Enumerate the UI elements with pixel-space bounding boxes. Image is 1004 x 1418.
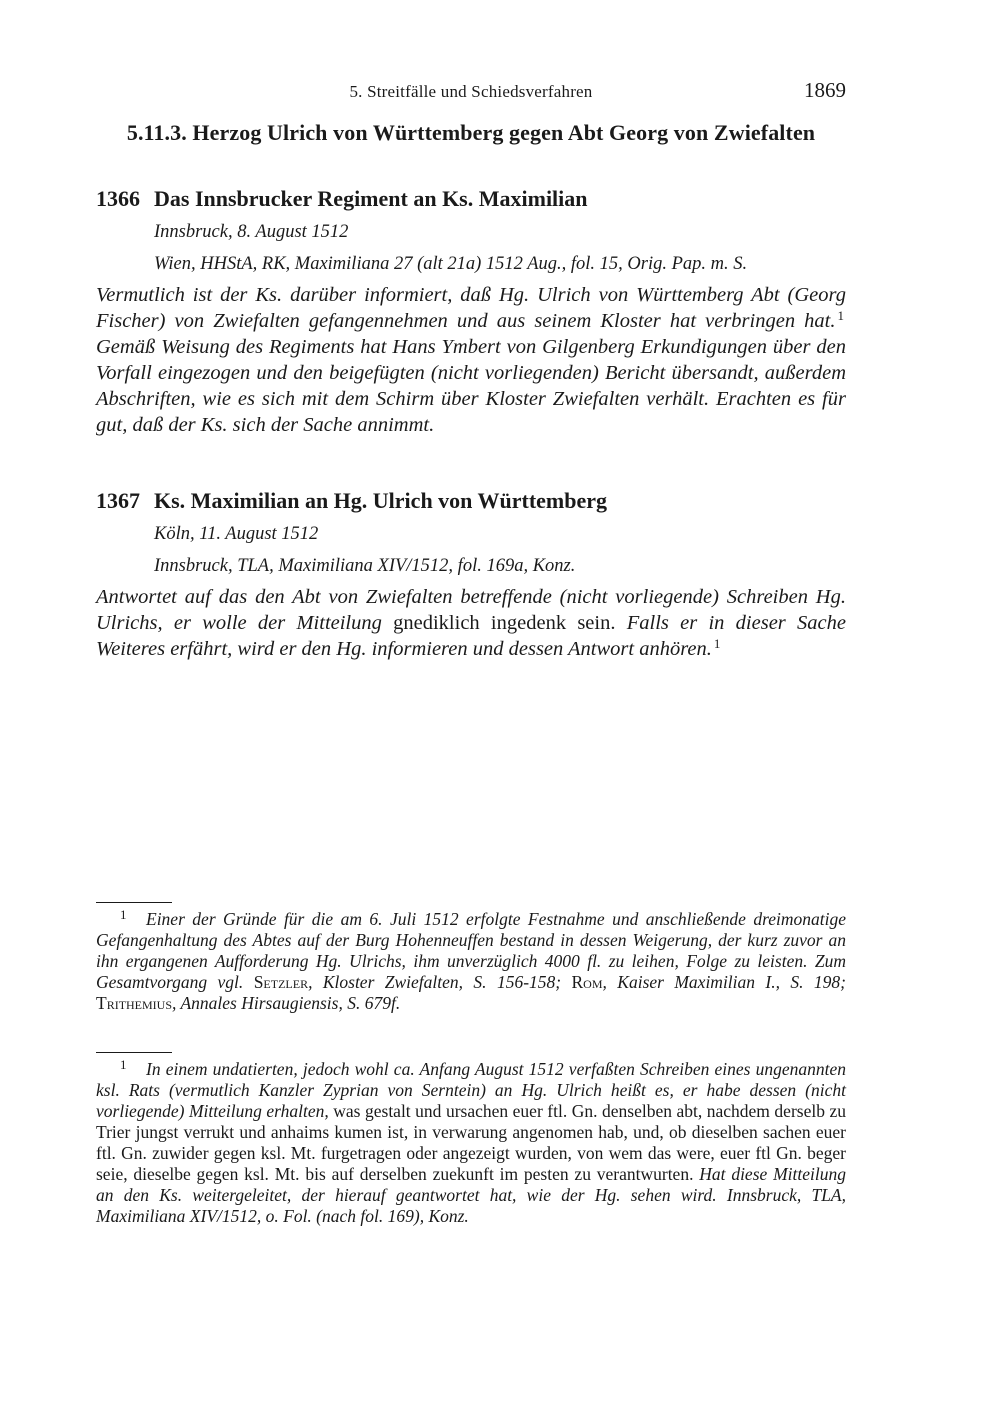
- entry-title: Das Innsbrucker Regiment an Ks. Maximilian: [154, 186, 588, 211]
- regest-text: Antwortet auf das den Abt von Zwiefalten betreffende (nicht vorliegende) Schreiben Hg. Ulrichs, er wolle der Mitteilung: [96, 586, 846, 634]
- footnote-ref: 1: [837, 308, 844, 323]
- running-head-title: 5. Streitfälle und Schiedsverfahren: [349, 82, 593, 101]
- entry-source: Innsbruck, TLA, Maximiliana XIV/1512, fol. 169a, Konz.: [154, 556, 576, 576]
- page-number: 1869: [804, 78, 846, 102]
- entry-heading: [96, 186, 846, 212]
- section-title: 5.11.3. Herzog Ulrich von Württemberg gegen Abt Georg von Zwiefalten: [126, 120, 816, 145]
- entry-regest: [96, 584, 846, 662]
- footnote-text: Einer der Gründe für die am 6. Juli 1512 erfolgte Festnahme und anschließende dreimonatige Gefangenhaltung des Abtes auf der Burg Hohenneuffen bestand in dessen Weigerung, der kurz zuvor an ihn ergangenen Aufforderung Hg. Ulrichs, ihm unverzüglich 4000 fl. zu leihen, Folge zu leisten. Zum Gesamtvorgang vgl.: [96, 909, 846, 992]
- running-head: [96, 78, 846, 108]
- footnote-text: , Kloster Zwiefalten, S. 156-158;: [308, 972, 572, 992]
- entry-regest: [96, 282, 846, 438]
- quoted-text: gnediklich ingedenk sein.: [393, 612, 616, 634]
- footnote: 1 In einem undatierten, jedoch wohl ca. Anfang August 1512 verfaßten Schreiben eines ungenannten ksl. Rats (vermutlich Kanzler Zyprian von Serntein) an Hg. Ulrich heißt es, er habe dessen (nicht vorliegende) Mitteilung erhalten, was gestalt und ursachen euer ftl. Gn. denselben abt, nachdem derselb zu Trier jungst verrukt und anhaims kumen ist, in verwarung angenomen hab, und, ob dieselben sachen euer ftl. Gn. zuwider gegen ksl. Mt. furgetragen oder angezeigt wurden, von wem das were, euer ftl Gn. beger seie, dieselbe gegen ksl. Mt. bis auf derselben zuekunft im pesten zu verantwurten. Hat diese Mitteilung an den Ks. weitergeleitet, der hierauf geantwortet hat, wie der Hg. sehen wird. Innsbruck, TLA, Maximiliana XIV/1512, o. Fol. (nach fol. 169), Konz.: [96, 1057, 846, 1226]
- footnote-ref: 1: [713, 636, 721, 651]
- regest-text: Falls er in dieser Sache Weiteres erfährt, wird er den Hg. informieren und dessen Antwort anhören.: [96, 612, 846, 660]
- author-name: Trithemius: [96, 993, 173, 1013]
- footnote-block-1367: [96, 1052, 846, 1227]
- footnote-text: , Annales Hirsaugiensis, S. 679f.: [172, 993, 401, 1013]
- regest-text: Vermutlich ist der Ks. darüber informiert, daß Hg. Ulrich von Württemberg Abt (Georg Fischer) von Zwiefalten gefangennehmen und aus seinem Kloster hat verbringen hat.: [96, 284, 846, 332]
- document-page: [96, 78, 846, 662]
- footnote-block-1366: [96, 902, 846, 1014]
- entry-place-date: Innsbruck, 8. August 1512: [154, 222, 349, 242]
- entry-title: Ks. Maximilian an Hg. Ulrich von Württemberg: [154, 488, 608, 513]
- entry-source: Wien, HHStA, RK, Maximiliana 27 (alt 21a) 1512 Aug., fol. 15, Orig. Pap. m. S.: [154, 254, 748, 274]
- regest-text: Gemäß Weisung des Regiments hat Hans Ymbert von Gilgenberg Erkundigungen über den Vorfall eingezogen und den beigefügten (nicht vorliegenden) Bericht übersandt, außerdem Abschriften, wie es sich mit dem Schirm über Kloster Zwiefalten verhält. Erachten es für gut, daß der Ks. sich der Sache annimmt.: [96, 336, 846, 436]
- entry-1366: [96, 186, 846, 438]
- footnote-rule: [96, 1052, 172, 1053]
- author-name: Setzler: [253, 972, 309, 992]
- entry-number: 1366: [96, 186, 140, 211]
- footnote-text: In einem undatierten, jedoch wohl ca. Anfang August 1512 verfaßten Schreiben eines ungenannten ksl. Rats (vermutlich Kanzler Zyprian von Serntein) an Hg. Ulrich heißt es, er habe dessen (nicht vorliegende) Mitteilung erhalten,: [96, 1059, 846, 1121]
- author-name: Rom: [571, 972, 603, 992]
- footnote-rule: [96, 902, 172, 903]
- entry-heading: [96, 488, 846, 514]
- entry-1367: [96, 488, 846, 662]
- entry-place-date: Köln, 11. August 1512: [154, 524, 319, 544]
- quoted-text: was gestalt und ursachen euer ftl. Gn. denselben abt, nachdem derselb zu Trier jungst verrukt und anhaims kumen ist, in verwarung angenomen hab, und, ob dieselben sachen euer ftl. Gn. zuwider gegen ksl. Mt. furgetragen oder angezeigt wurden, von wem das were, euer ftl Gn. beger seie, dieselbe gegen ksl. Mt. bis auf derselben zuekunft im pesten zu verantwurten.: [96, 1101, 846, 1184]
- entry-number: 1367: [96, 488, 140, 513]
- footnote-text: Hat diese Mitteilung an den Ks. weitergeleitet, der hierauf geantwortet hat, wie der Hg. sehen wird. Innsbruck, TLA, Maximiliana XIV/1512, o. Fol. (nach fol. 169), Konz.: [96, 1164, 846, 1226]
- footnote-text: , Kaiser Maximilian I., S. 198;: [602, 972, 846, 992]
- footnote: 1 Einer der Gründe für die am 6. Juli 1512 erfolgte Festnahme und anschließende dreimonatige Gefangenhaltung des Abtes auf der Burg Hohenneuffen bestand in dessen Weigerung, der kurz zuvor an ihn ergangenen Aufforderung Hg. Ulrichs, ihm unverzüglich 4000 fl. zu leihen, Folge zu leisten. Zum Gesamtvorgang vgl. Setzler, Kloster Zwiefalten, S. 156-158; Rom, Kaiser Maximilian I., S. 198; Trithemius, Annales Hirsaugiensis, S. 679f.: [96, 907, 846, 1013]
